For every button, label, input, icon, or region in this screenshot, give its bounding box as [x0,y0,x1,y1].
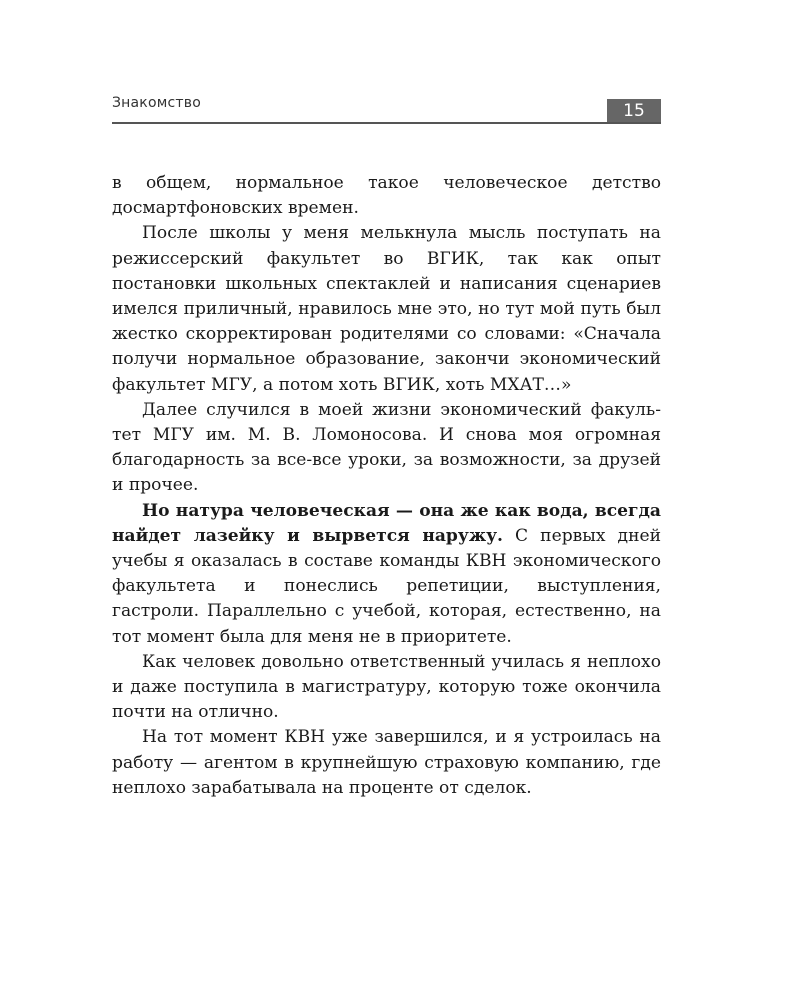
paragraph-4 [112,499,661,650]
running-header [112,95,661,125]
paragraph-6-text: На тот момент КВН уже завершился, и я устроилась на работу — агентом в крупнейшую страховую компанию, где неплохо зарабатывала на проценте от сделок. [112,727,661,798]
paragraph-3-text: Далее случился в моей жизни экономический факультет МГУ им. М. В. Ломоносова. И снова моя огромная благодарность за все-все уроки, за возможности, за друзей и прочее. [112,399,661,496]
body-text [112,171,661,801]
page-number: 15 [607,99,661,123]
paragraph-6 [112,725,661,801]
paragraph-5-text: Как человек довольно ответственный училась я неплохо и даже поступила в магистратуру, которую тоже окончила почти на отлично. [112,651,661,723]
header-rule [112,122,661,124]
paragraph-1 [112,171,661,221]
paragraph-1-text: в общем, нормальное такое человеческое детство досмартфоновских времен. [112,173,661,219]
paragraph-5 [112,650,661,726]
paragraph-3 [112,398,661,499]
section-title: Знакомство [112,95,201,111]
paragraph-4-bold: Но натура человеческая — она же как вода, всегда найдет лазейку и вырвется наружу. [112,500,661,546]
paragraph-2-text: После школы у меня мелькнула мысль поступать на режиссерский факультет во ВГИК, так как опыт постановки школьных спектаклей и написания сценариев имелся приличный, нравилось мне это, но тут мой путь был жестко скорректирован родителями со словами: «Сначала получи нормальное образование, закончи экономический факультет МГУ, а потом хоть ВГИК, хоть МХАТ…» [112,223,661,395]
paragraph-2 [112,221,661,397]
paragraph-4-text: С первых дней учебы я оказалась в составе команды КВН экономического факультета и понеслись репетиции, выступления, гастроли. Параллельно с учебой, которая, естественно, на тот момент была для меня не в приоритете. [112,525,661,647]
